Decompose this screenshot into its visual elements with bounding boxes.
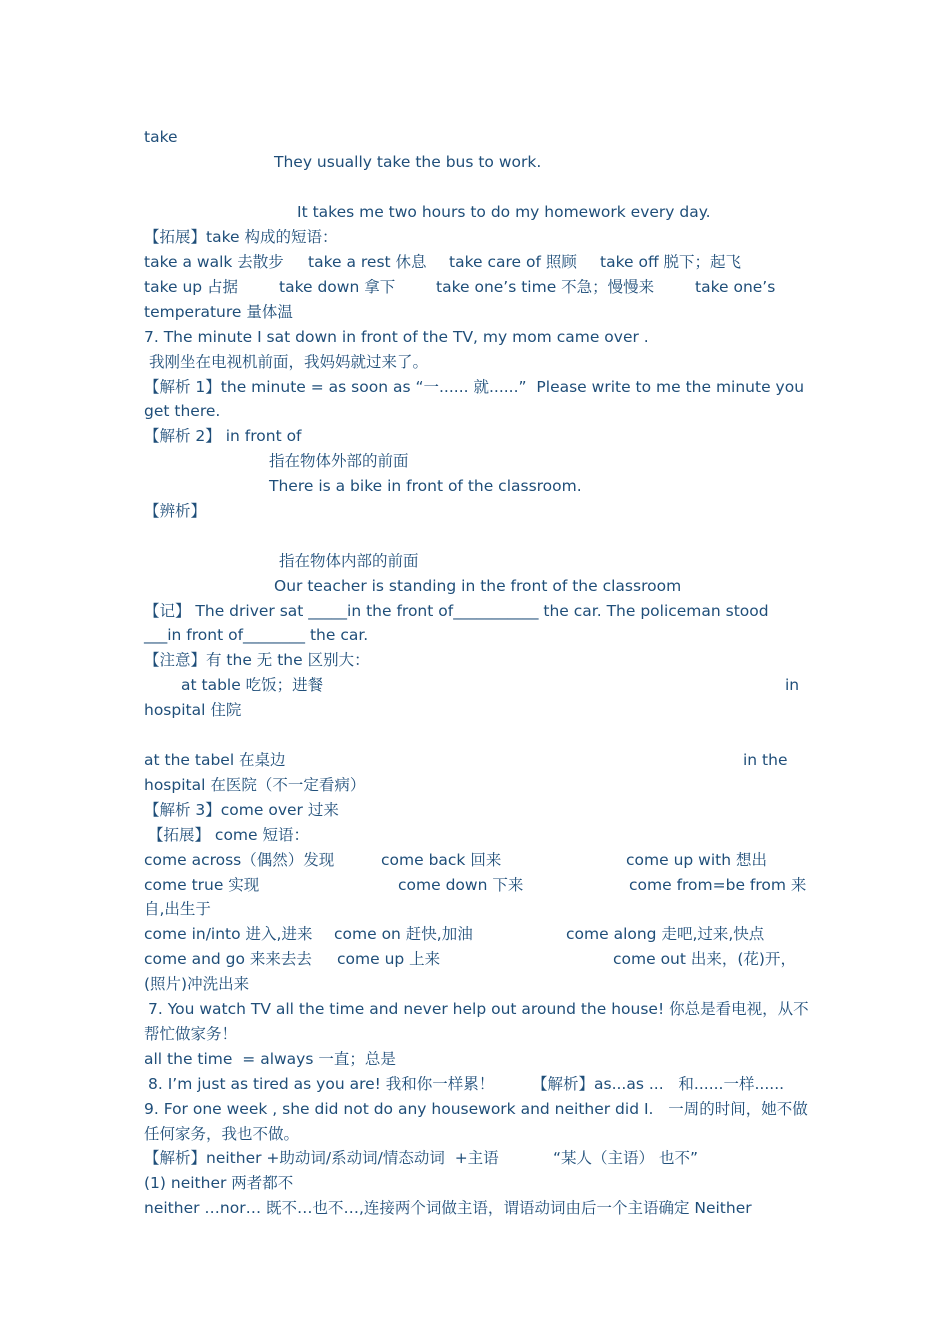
text-line: come from=be from 来	[629, 876, 807, 894]
text-line: 【解析 2】 in front of	[144, 427, 302, 445]
text-line: come and go 来来去去	[144, 950, 312, 968]
text-line: at table 吃饭；进餐	[181, 676, 324, 694]
text-line: 9. For one week , she did not do any housework and neither did I. 一周的时间，她不做	[144, 1100, 808, 1118]
text-line: come out 出来，(花)开，	[613, 950, 796, 968]
text-line: 【解析 3】come over 过来	[144, 801, 339, 819]
text-line: come true 实现	[144, 876, 260, 894]
text-line: 自,出生于	[144, 900, 211, 918]
text-line: hospital 住院	[144, 701, 242, 719]
text-line: It takes me two hours to do my homework every day.	[297, 203, 711, 221]
text-line: They usually take the bus to work.	[274, 153, 542, 171]
text-line: 任何家务，我也不做。	[144, 1125, 300, 1143]
text-line: (照片)冲洗出来	[144, 975, 250, 993]
text-line: come up 上来	[337, 950, 441, 968]
text-line: in the	[743, 751, 788, 769]
text-line: come on 赶快,加油	[334, 925, 473, 943]
text-line: get there.	[144, 402, 221, 420]
text-line: 【拓展】take 构成的短语：	[144, 228, 338, 246]
text-line: all the time = always 一直；总是	[144, 1050, 396, 1068]
text-line: hospital 在医院（不一定看病）	[144, 776, 366, 794]
text-line: 【解析】neither +助动词/系动词/情态动词 +主语	[144, 1149, 499, 1167]
text-line: take care of 照顾	[449, 253, 577, 271]
text-line: come along 走吧,过来,快点	[566, 925, 765, 943]
text-line: at the tabel 在桌边	[144, 751, 286, 769]
text-line: take one’s time 不急；慢慢来	[436, 278, 655, 296]
text-line: “某人（主语） 也不”	[553, 1149, 698, 1167]
text-line: 【拓展】 come 短语：	[148, 826, 309, 844]
text-line: 【辨析】	[144, 502, 207, 520]
text-line: take	[144, 128, 178, 146]
text-line: neither …nor… 既不…也不…,连接两个词做主语，谓语动词由后一个主语确定 Neither	[144, 1199, 752, 1217]
text-line: 帮忙做家务！	[144, 1025, 238, 1043]
text-line: take a walk 去散步	[144, 253, 284, 271]
text-line: 8. I’m just as tired as you are! 我和你一样累！	[148, 1075, 495, 1093]
text-line: come up with 想出	[626, 851, 767, 869]
text-line: Our teacher is standing in the front of the classroom	[274, 577, 682, 595]
text-line: 【解析 1】the minute = as soon as “一...... 就......” Please write to me the minute you	[144, 378, 805, 396]
text-line: take a rest 休息	[308, 253, 427, 271]
text-line: 【记】 The driver sat _____in the front of___________ the car. The policeman stood	[144, 602, 769, 620]
text-line: take off 脱下；起飞	[600, 253, 742, 271]
text-line: 【注意】有 the 无 the 区别大：	[144, 651, 370, 669]
text-line: 指在物体外部的前面	[269, 452, 409, 470]
text-line: come across（偶然）发现	[144, 851, 335, 869]
text-line: 7. The minute I sat down in front of the TV, my mom came over .	[144, 328, 649, 346]
text-line: There is a bike in front of the classroom.	[269, 477, 582, 495]
text-line: 【解析】as...as ... 和......一样......	[532, 1075, 785, 1093]
text-line: in	[785, 676, 800, 694]
text-line: 7. You watch TV all the time and never help out around the house! 你总是看电视，从不	[148, 1000, 809, 1018]
text-line: come in/into 进入,进来	[144, 925, 313, 943]
text-line: 指在物体内部的前面	[279, 552, 419, 570]
text-line: take down 拿下	[279, 278, 396, 296]
text-line: temperature 量体温	[144, 303, 293, 321]
text-line: (1) neither 两者都不	[144, 1174, 294, 1192]
text-line: take one’s	[695, 278, 776, 296]
text-line: come back 回来	[381, 851, 502, 869]
text-line: ___in front of________ the car.	[144, 626, 369, 644]
text-line: come down 下来	[398, 876, 524, 894]
text-line: 我刚坐在电视机前面，我妈妈就过来了。	[149, 353, 429, 371]
text-line: take up 占据	[144, 278, 239, 296]
